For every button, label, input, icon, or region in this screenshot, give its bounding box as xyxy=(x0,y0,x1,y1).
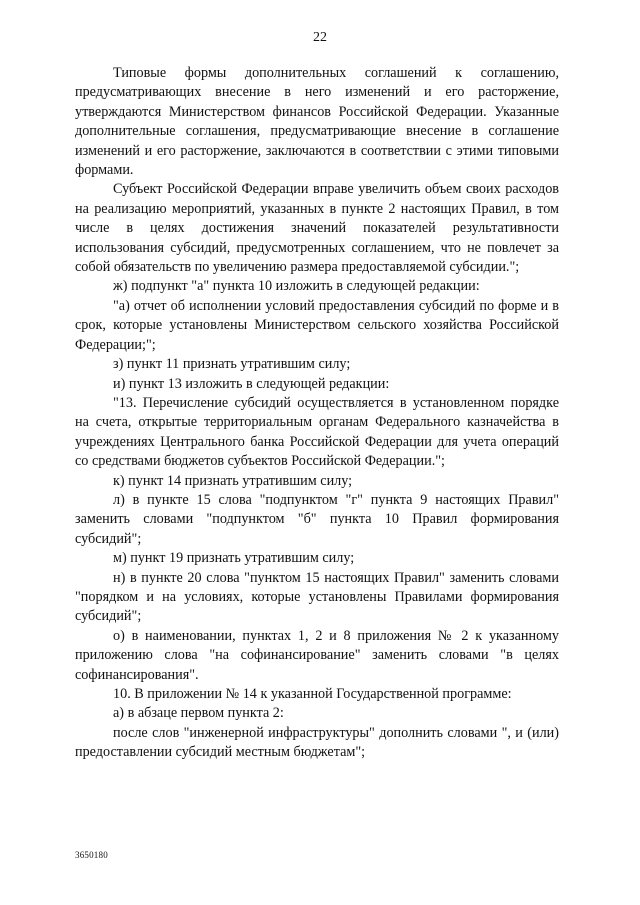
paragraph: Субъект Российской Федерации вправе увеличить объем своих расходов на реализацию мероприятий, указанных в пункте 2 настоящих Правил, в том числе в целях достижения значений показателей результативности использования субсидий, предусмотренных соглашением, что не повлечет за собой обязательств по увеличению размера предоставляемой субсидии."; xyxy=(75,181,559,276)
paragraph: ж) подпункт "а" пункта 10 изложить в следующей редакции: xyxy=(113,278,480,295)
paragraph: л) в пункте 15 слова "подпунктом "г" пункта 9 настоящих Правил" заменить словами "подпунктом "б" пункта 10 Правил формирования субсидий"; xyxy=(75,491,559,547)
paragraph: после слов "инженерной инфраструктуры" дополнить словами ", и (или) предоставлении субсидий местным бюджетам"; xyxy=(75,724,559,761)
paragraph: к) пункт 14 признать утратившим силу; xyxy=(113,472,353,489)
page-number: 22 xyxy=(313,30,327,45)
paragraph: м) пункт 19 признать утратившим силу; xyxy=(113,550,355,567)
document-body xyxy=(75,64,559,763)
document-id: 3650180 xyxy=(75,850,108,860)
paragraph: "13. Перечисление субсидий осуществляется в установленном порядке на счета, открытые территориальным органам Федерального казначейства в учреждениях Центрального банка Российской Федерации для учета операций со средствами бюджетов субъектов Российской Федерации."; xyxy=(75,394,559,470)
paragraph: Типовые формы дополнительных соглашений к соглашению, предусматривающих внесение в него изменений и его расторжение, утверждаются Министерством финансов Российской Федерации. Указанные дополнительные соглашения, предусматривающие внесение в соглашение изменений и его расторжение, заключаются в соответствии с этими типовыми формами. xyxy=(75,65,559,179)
paragraph: 10. В приложении № 14 к указанной Государственной программе: xyxy=(113,686,512,702)
paragraph: н) в пункте 20 слова "пунктом 15 настоящих Правил" заменить словами "порядком и на условиях, которые установлены Правилами формирования субсидий"; xyxy=(75,569,559,625)
paragraph: а) в абзаце первом пункта 2: xyxy=(113,705,284,722)
paragraph: з) пункт 11 признать утратившим силу; xyxy=(113,356,351,373)
paragraph: о) в наименовании, пунктах 1, 2 и 8 приложения № 2 к указанному приложению слова "на софинансирование" заменить словами "в целях софинансирования". xyxy=(75,627,559,683)
paragraph: "а) отчет об исполнении условий предоставления субсидий по форме и в срок, которые установлены Министерством сельского хозяйства Российской Федерации;"; xyxy=(75,297,559,353)
paragraph: и) пункт 13 изложить в следующей редакции: xyxy=(113,375,390,392)
